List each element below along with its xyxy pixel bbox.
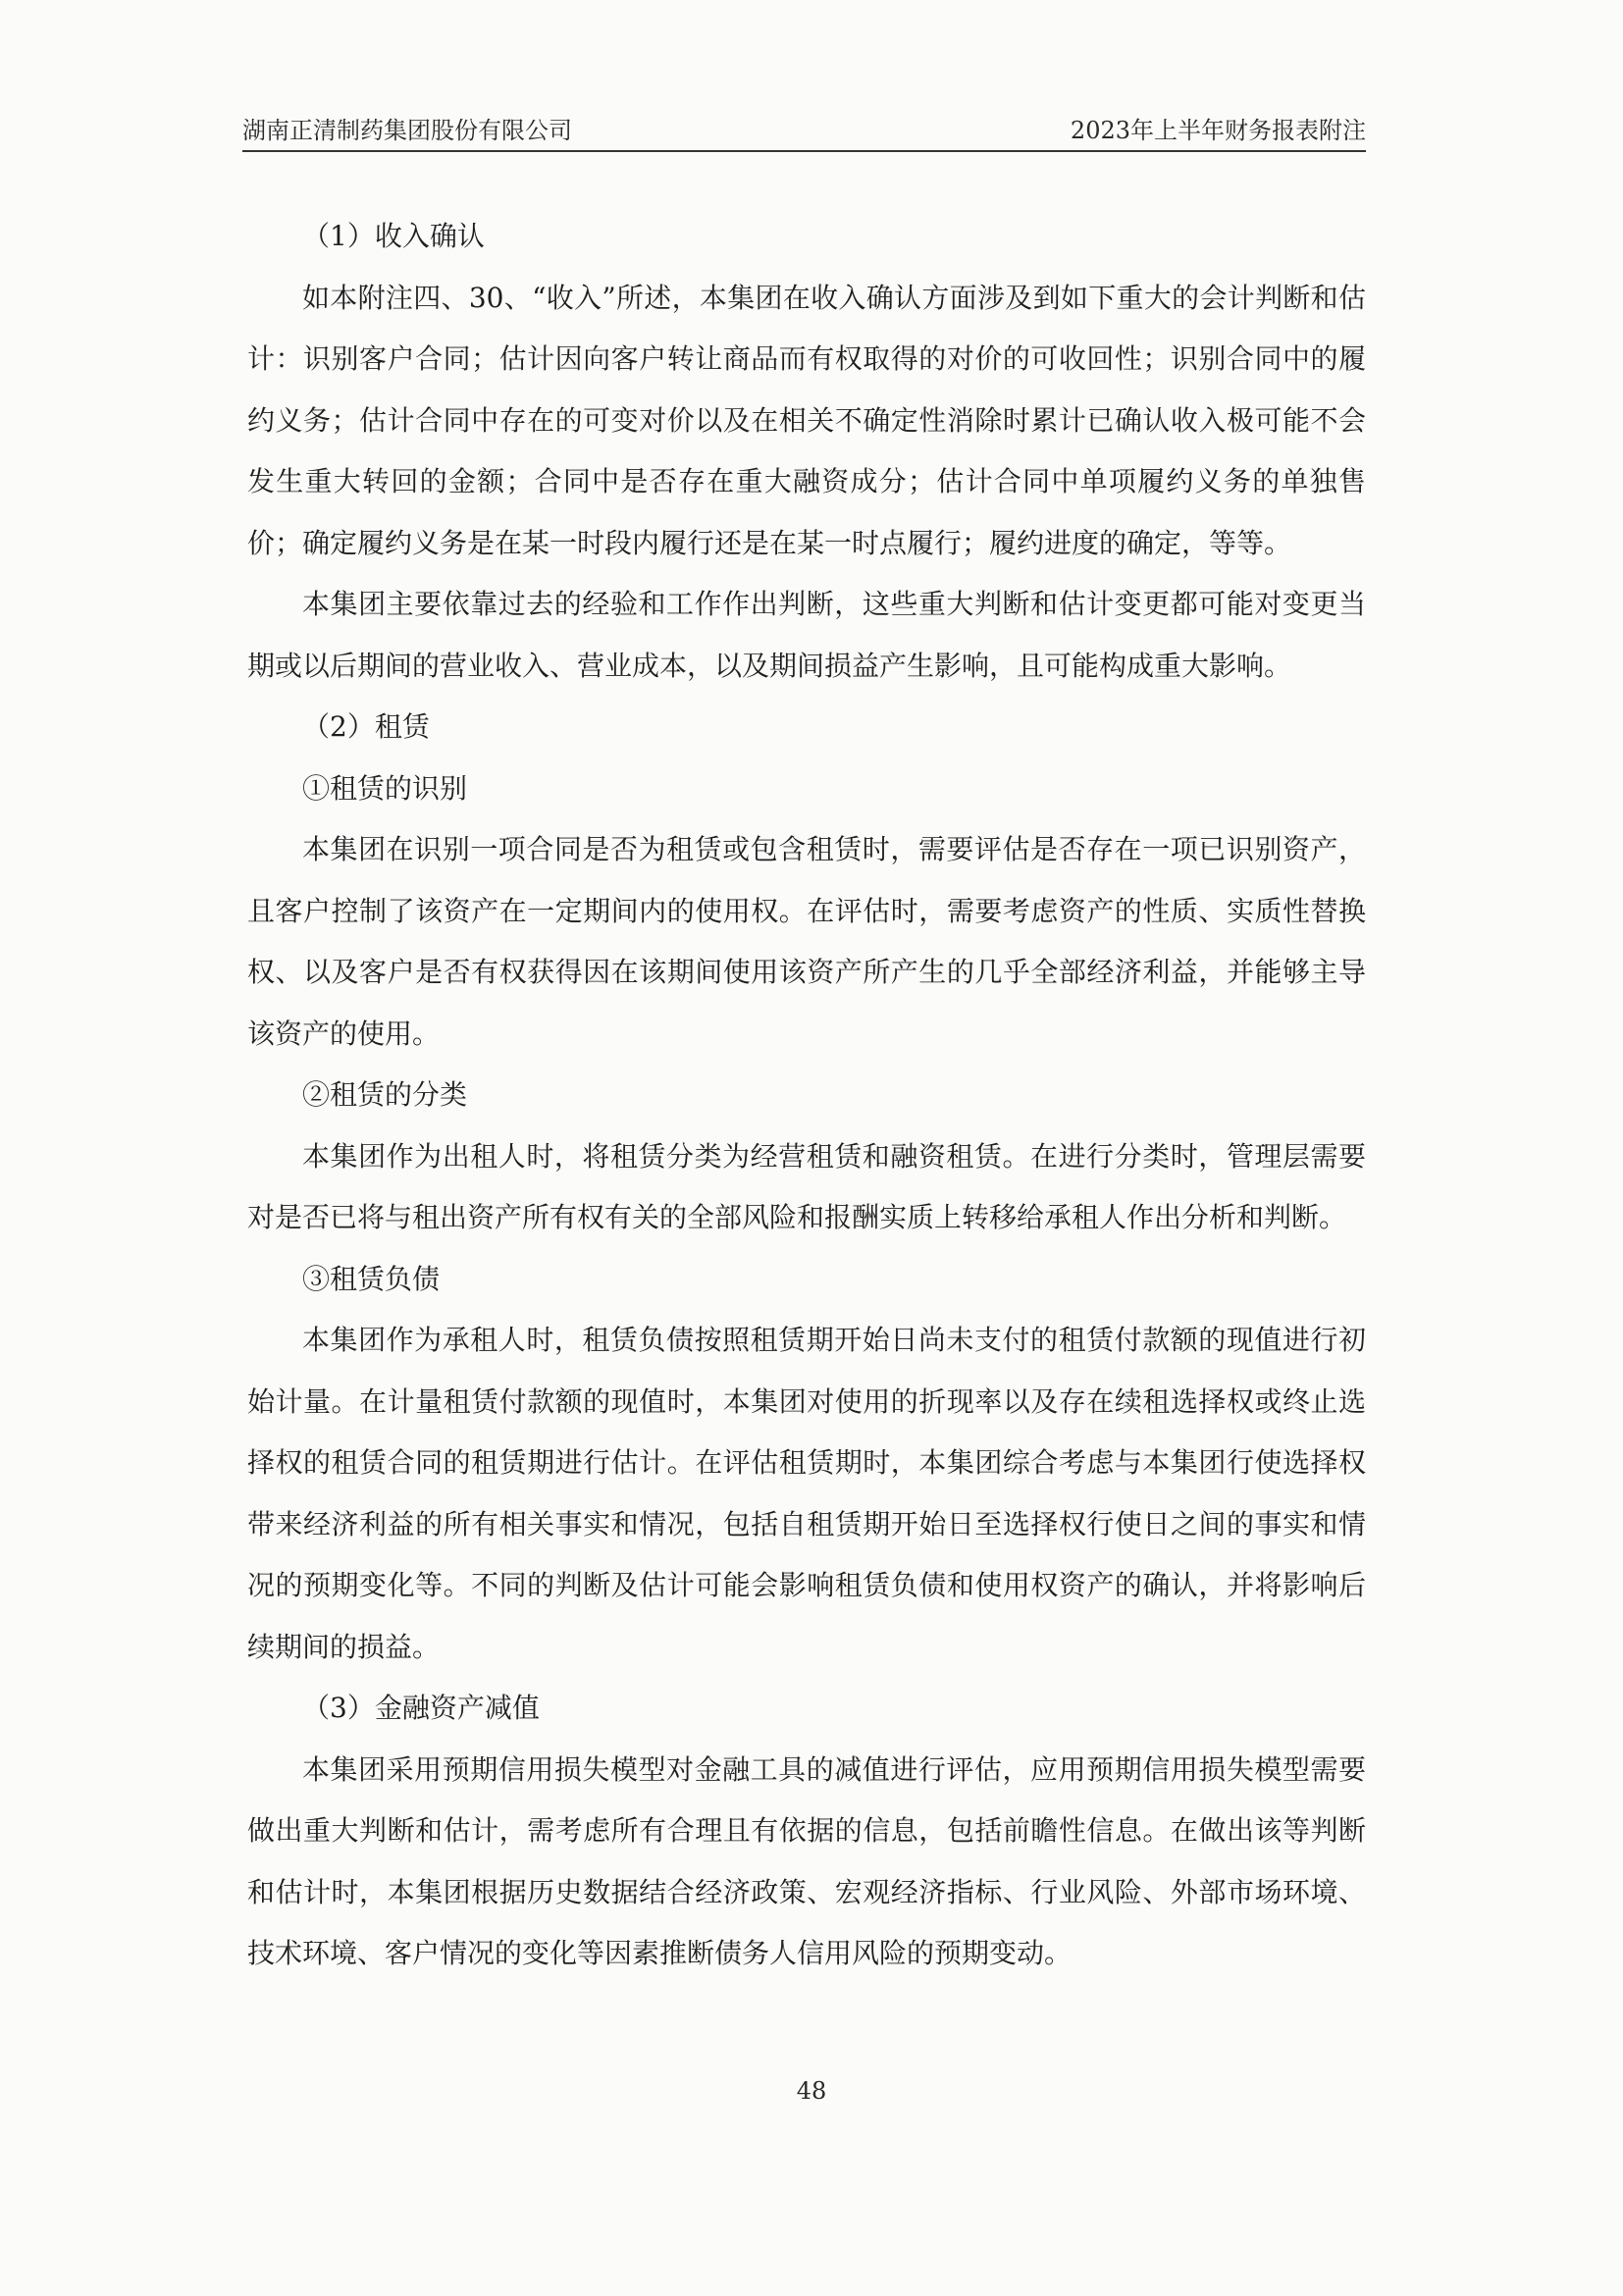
section-heading-lease: （2）租赁	[302, 710, 430, 743]
paragraph-revenue-judgments: 如本附注四、30、“收入”所述，本集团在收入确认方面涉及到如下重大的会计判断和估计：识别客户合同；估计因向客户转让商品而有权取得的对价的可收回性；识别合同中的履约义务；估计合同中存在的可变对价以及在相关不确定性消除时累计已确认收入极可能不会发生重大转回的金额；合同中是否存在重大融资成分；估计合同中单项履约义务的单独售价；确定履约义务是在某一时段内履行还是在某一时点履行；履约进度的确定，等等。	[247, 281, 1366, 559]
subheading-lease-liability: ③租赁负债	[302, 1262, 441, 1295]
subheading-lease-identification: ①租赁的识别	[302, 771, 468, 805]
paragraph-financial-asset-impairment: 本集团采用预期信用损失模型对金融工具的减值进行评估，应用预期信用损失模型需要做出重大判断和估计，需考虑所有合理且有依据的信息，包括前瞻性信息。在做出该等判断和估计时，本集团根据历史数据结合经济政策、宏观经济指标、行业风险、外部市场环境、技术环境、客户情况的变化等因素推断债务人信用风险的预期变动。	[247, 1752, 1366, 1969]
paragraph-lease-identification: 本集团在识别一项合同是否为租赁或包含租赁时，需要评估是否存在一项已识别资产，且客户控制了该资产在一定期间内的使用权。在评估时，需要考虑资产的性质、实质性替换权、以及客户是否有权获得因在该期间使用该资产所产生的几乎全部经济利益，并能够主导该资产的使用。	[247, 833, 1366, 1050]
paragraph-revenue-impact: 本集团主要依靠过去的经验和工作作出判断，这些重大判断和估计变更都可能对变更当期或以后期间的营业收入、营业成本，以及期间损益产生影响，且可能构成重大影响。	[247, 588, 1366, 682]
page-header	[242, 110, 1366, 145]
paragraph-lease-classification: 本集团作为出租人时，将租赁分类为经营租赁和融资租赁。在进行分类时，管理层需要对是否已将与租出资产所有权有关的全部风险和报酬实质上转移给承租人作出分析和判断。	[247, 1139, 1366, 1233]
header-divider	[242, 150, 1366, 152]
company-name: 湖南正清制药集团股份有限公司	[242, 117, 572, 144]
report-title: 2023年上半年财务报表附注	[1070, 117, 1366, 144]
section-heading-revenue: （1）收入确认	[302, 220, 485, 252]
section-heading-financial-asset-impairment: （3）金融资产减值	[302, 1692, 540, 1724]
subheading-lease-classification: ②租赁的分类	[302, 1078, 468, 1111]
body-content	[247, 206, 1366, 1985]
paragraph-lease-liability: 本集团作为承租人时，租赁负债按照租赁期开始日尚未支付的租赁付款额的现值进行初始计量。在计量租赁付款额的现值时，本集团对使用的折现率以及存在续租选择权或终止选择权的租赁合同的租赁期进行估计。在评估租赁期时，本集团综合考虑与本集团行使选择权带来经济利益的所有相关事实和情况，包括自租赁期开始日至选择权行使日之间的事实和情况的预期变化等。不同的判断及估计可能会影响租赁负债和使用权资产的确认，并将影响后续期间的损益。	[247, 1324, 1366, 1663]
page-number: 48	[796, 2077, 827, 2105]
